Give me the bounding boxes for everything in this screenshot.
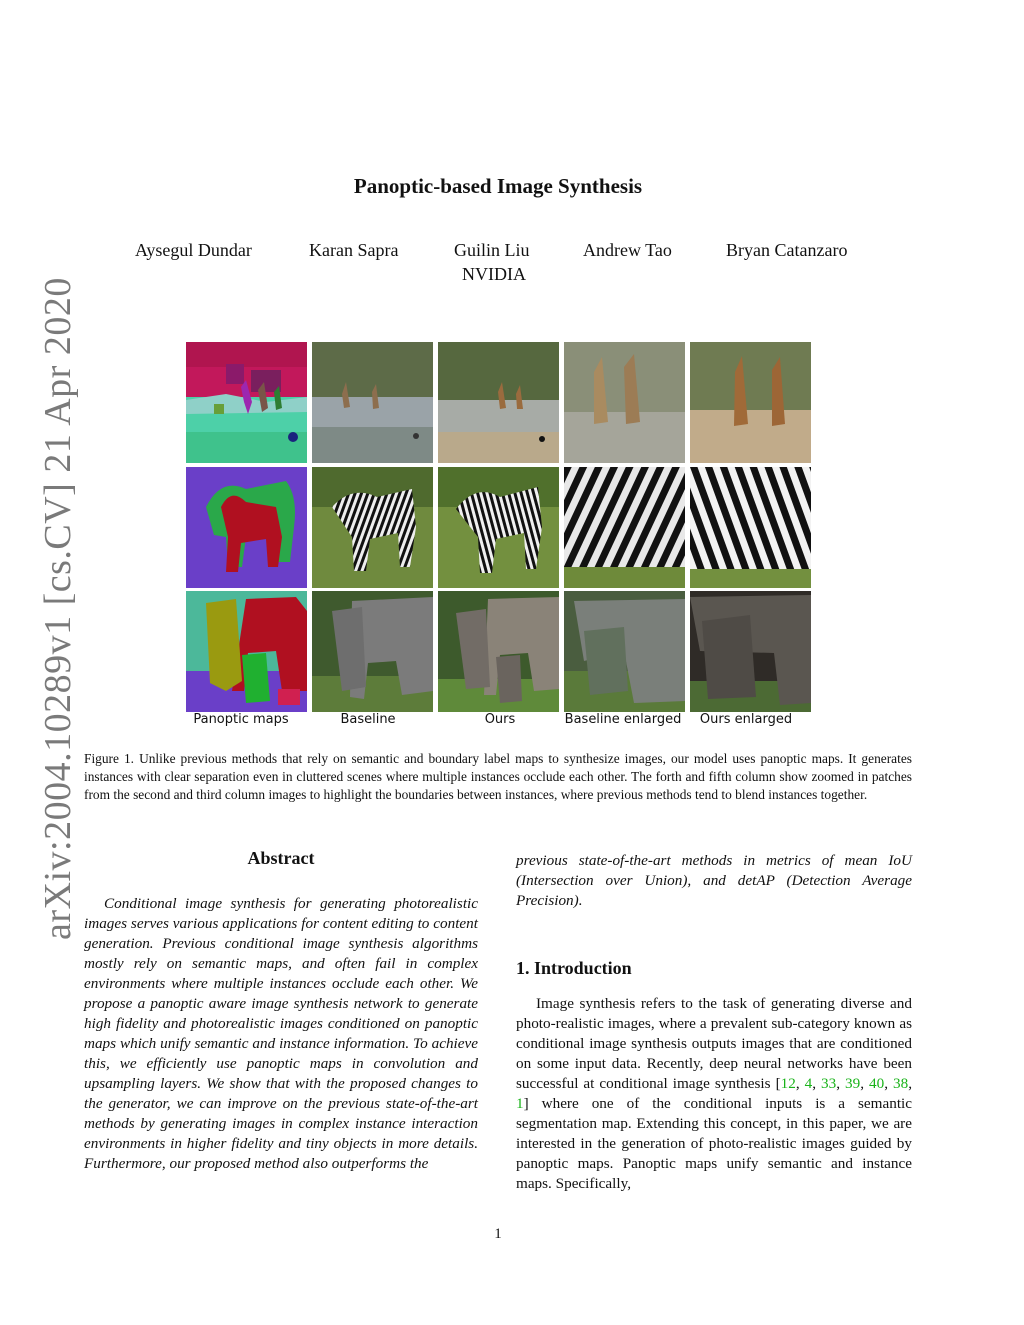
intro-text: where one of the conditional inputs is a semantic segmentation map. Extending this concept, in this paper, we are interested in the generation of photo-realistic images guided by panoptic maps. Panoptic maps unify semantic and instance maps. Specifically, [516, 1095, 912, 1192]
ours-image-zebras [438, 467, 559, 588]
citation-link[interactable]: 40 [869, 1075, 885, 1092]
citation-link[interactable]: 1 [516, 1095, 524, 1112]
citation-link[interactable]: 38 [893, 1075, 909, 1092]
citation-link[interactable]: 39 [845, 1075, 861, 1092]
baseline-enlarged-giraffes [564, 342, 685, 463]
baseline-enlarged-zebras [564, 467, 685, 588]
citation-link[interactable]: 4 [804, 1075, 813, 1092]
ours-enlarged-zebras [690, 467, 811, 588]
figure-column-label: Baseline enlarged [564, 712, 682, 727]
author-name: Bryan Catanzaro [726, 240, 848, 260]
abstract-paragraph: Conditional image synthesis for generating photorealistic images serves various applications for content editing to content generation. Previous conditional image synthesis algorithms mostly rely on semantic maps, and often fail in complex environments where multiple instances occlude each other. We propose a panoptic aware image synthesis network to generate high fidelity and photorealistic images conditioned on panoptic maps which unify semantic and instance information. To achieve this, we efficiently use panoptic maps in convolution and upsampling layers. We show that with the proposed changes to the generator, we can improve on the previous state-of-the-art methods by generating images in complex instance interaction environments in higher fidelity and tiny objects in more details. Furthermore, our proposed method also outperforms the [84, 895, 478, 1172]
baseline-image-giraffes [312, 342, 433, 463]
figure-caption: Figure 1. Unlike previous methods that rely on semantic and boundary label maps to synthesize images, our model uses panoptic maps. It generates instances with clear separation even in cluttered scenes where multiple instances occlude each other. The forth and fifth column show zoomed in patches from the second and third column images to highlight the boundaries between instances, where previous methods tend to blend instances together. [84, 751, 912, 803]
baseline-enlarged-elephants [564, 591, 685, 712]
author-name: Karan Sapra [309, 240, 399, 260]
ours-image-elephants [438, 591, 559, 712]
abstract-continuation: previous state-of-the-art methods in metrics of mean IoU (Intersection over Union), and detAP (Detection Average Precision). [516, 852, 912, 909]
author-name: Guilin Liu [454, 240, 530, 260]
arxiv-stamp: arXiv:2004.10289v1 [cs.CV] 21 Apr 2020 [37, 277, 79, 940]
introduction-body [516, 994, 912, 1194]
baseline-image-zebras [312, 467, 433, 588]
panoptic-map-giraffes [186, 342, 307, 463]
citation-link[interactable]: 12 [780, 1075, 796, 1092]
panoptic-map-zebras [186, 467, 307, 588]
ours-enlarged-elephants [690, 591, 811, 712]
abstract-heading: Abstract [247, 848, 315, 868]
citation-link[interactable]: 33 [821, 1075, 837, 1092]
paper-title: Panoptic-based Image Synthesis [353, 174, 643, 198]
affiliation: NVIDIA [462, 264, 526, 284]
introduction-paragraph: Image synthesis refers to the task of generating diverse and photo-realistic images, where a prevalent sub-category known as conditional image synthesis outputs images that are conditioned on some input data. Recently, deep neural networks have been successful at conditional image synthesis [12, 4, 33, 39, 40, 38, 1] where one of the conditional inputs is a semantic segmentation map. Extending this concept, in this paper, we are interested in the generation of photo-realistic images guided by panoptic maps. Panoptic maps unify semantic and instance maps. Specifically, [516, 995, 913, 1192]
ours-image-giraffes [438, 342, 559, 463]
author-name: Andrew Tao [583, 240, 672, 260]
ours-enlarged-giraffes [690, 342, 811, 463]
panoptic-map-elephants [186, 591, 307, 712]
figure-column-label: Panoptic maps [193, 712, 289, 727]
author-name: Aysegul Dundar [135, 240, 252, 260]
page-number: 1 [494, 1226, 502, 1242]
baseline-image-elephants [312, 591, 433, 712]
figure-column-label: Baseline [340, 712, 396, 727]
intro-text: Image synthesis refers to the task of generating diverse and photo-realistic images, where a prevalent sub-category known as conditional image synthesis outputs images that are conditioned on some input data. Recently, deep neural networks have been successful at conditional image synthesis [516, 995, 912, 1092]
figure-column-label: Ours enlarged [699, 712, 793, 727]
abstract-body [84, 894, 478, 1174]
section-heading-introduction: 1. Introduction [516, 958, 632, 978]
figure-column-label: Ours [484, 712, 516, 727]
